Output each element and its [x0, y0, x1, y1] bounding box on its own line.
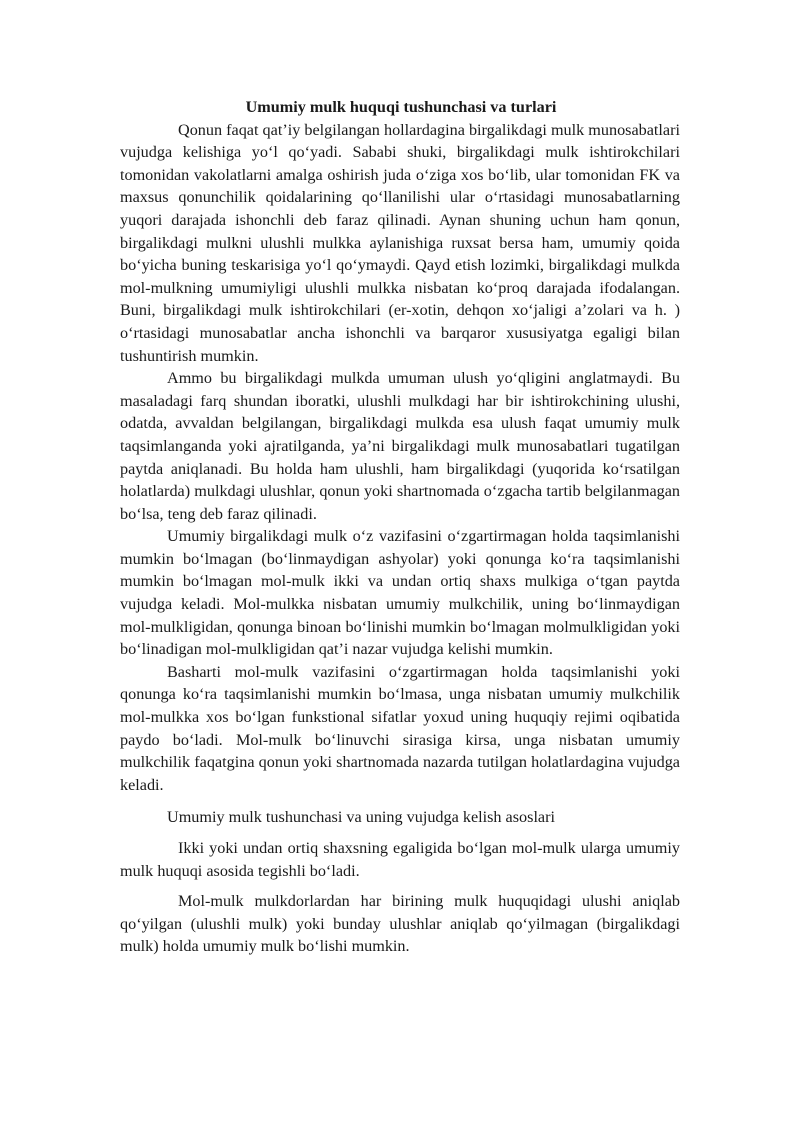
document-page [120, 96, 680, 958]
paragraph-4: Basharti mol-mulk vazifasini o‘zgartirmagan holda taqsimlanishi yoki qonunga ko‘ra taqsimlanishi mumkin bo‘lmasa, unga nisbatan umumiy mulkchilik mol-mulkka xos bo‘lgan funkstional sifatlar yoxud uning huquqiy rejimi oqibatida paydo bo‘ladi. Mol-mulk bo‘linuvchi sirasiga kirsa, unga nisbatan umumiy mulkchilik faqatgina qonun yoki shartnomada nazarda tutilgan holatlardagina vujudga keladi. [120, 662, 680, 794]
paragraph-3: Umumiy birgalikdagi mulk o‘z vazifasini o‘zgartirmagan holda taqsimlanishi mumkin bo‘lmagan (bo‘linmaydigan ashyolar) yoki qonunga ko‘ra taqsimlanishi mumkin bo‘lmagan mol-mulk ikki va undan ortiq shaxs mulkiga o‘tgan paytda vujudga keladi. Mol-mulkka nisbatan umumiy mulkchilik, uning bo‘linmaydigan mol-mulkligidan, qonunga binoan bo‘linishi mumkin bo‘lmagan molmulkligidan yoki bo‘linadigan mol-mulkligidan qat’i nazar vujudga kelishi mumkin. [120, 527, 680, 659]
document-title: Umumiy mulk huquqi tushunchasi va turlari [245, 98, 557, 116]
paragraph-6: Mol-mulk mulkdorlardan har birining mulk huquqidagi ulushi aniqlab qo‘yilgan (ulushli mulk) yoki bunday ulushlar aniqlab qo‘yilmagan (birgalikdagi mulk) holda umumiy mulk bo‘lishi mumkin. [120, 892, 680, 956]
paragraph-1: Qonun faqat qat’iy belgilangan hollardagina birgalikdagi mulk munosabatlari vujudga kelishiga yo‘l qo‘yadi. Sababi shuki, birgalikdagi mulk ishtirokchilari tomonidan vakolatlarni amalga oshirish juda o‘ziga xos bo‘lib, ular tomonidan FK va maxsus qonunchilik qoidalarining qo‘llanilishi ular o‘rtasidagi munosabatlarning yuqori darajada ishonchli deb faraz qilinadi. Aynan shuning uchun ham qonun, birgalikdagi mulkni ulushli mulkka aylanishiga ruxsat bersa ham, umumiy qoida bo‘yicha buning teskarisiga yo‘l qo‘ymaydi. Qayd etish lozimki, birgalikdagi mulkda mol-mulkning umumiyligi ulushli mulkka nisbatan ko‘proq darajada ifodalangan. Buni, birgalikdagi mulk ishtirokchilari (er-xotin, dehqon xo‘jaligi a’zolari va h. ) o‘rtasidagi munosabatlar ancha ishonchli va barqaror xususiyatga egaligi bilan tushuntirish mumkin. [120, 120, 680, 365]
paragraph-5: Ikki yoki undan ortiq shaxsning egaligida bo‘lgan mol-mulk ularga umumiy mulk huquqi asosida tegishli bo‘ladi. [120, 839, 680, 880]
paragraph-2: Ammo bu birgalikdagi mulkda umuman ulush yo‘qligini anglatmaydi. Bu masaladagi farq shundan iboratki, ulushli mulkdagi har bir ishtirokchining ulushi, odatda, avvaldan belgilangan, birgalikdagi mulkda esa ulush faqat umumiy mulk taqsimlanganda yoki ajratilganda, ya’ni birgalikdagi mulk munosabatlari tugatilgan paytda aniqlanadi. Bu holda ham ulushli, ham birgalikdagi (yuqorida ko‘rsatilgan holatlarda) mulkdagi ulushlar, qonun yoki shartnomada o‘zgacha tartib belgilanmagan bo‘lsa, teng deb faraz qilinadi. [120, 369, 680, 523]
section-subheading: Umumiy mulk tushunchasi va uning vujudga kelish asoslari [167, 808, 556, 827]
